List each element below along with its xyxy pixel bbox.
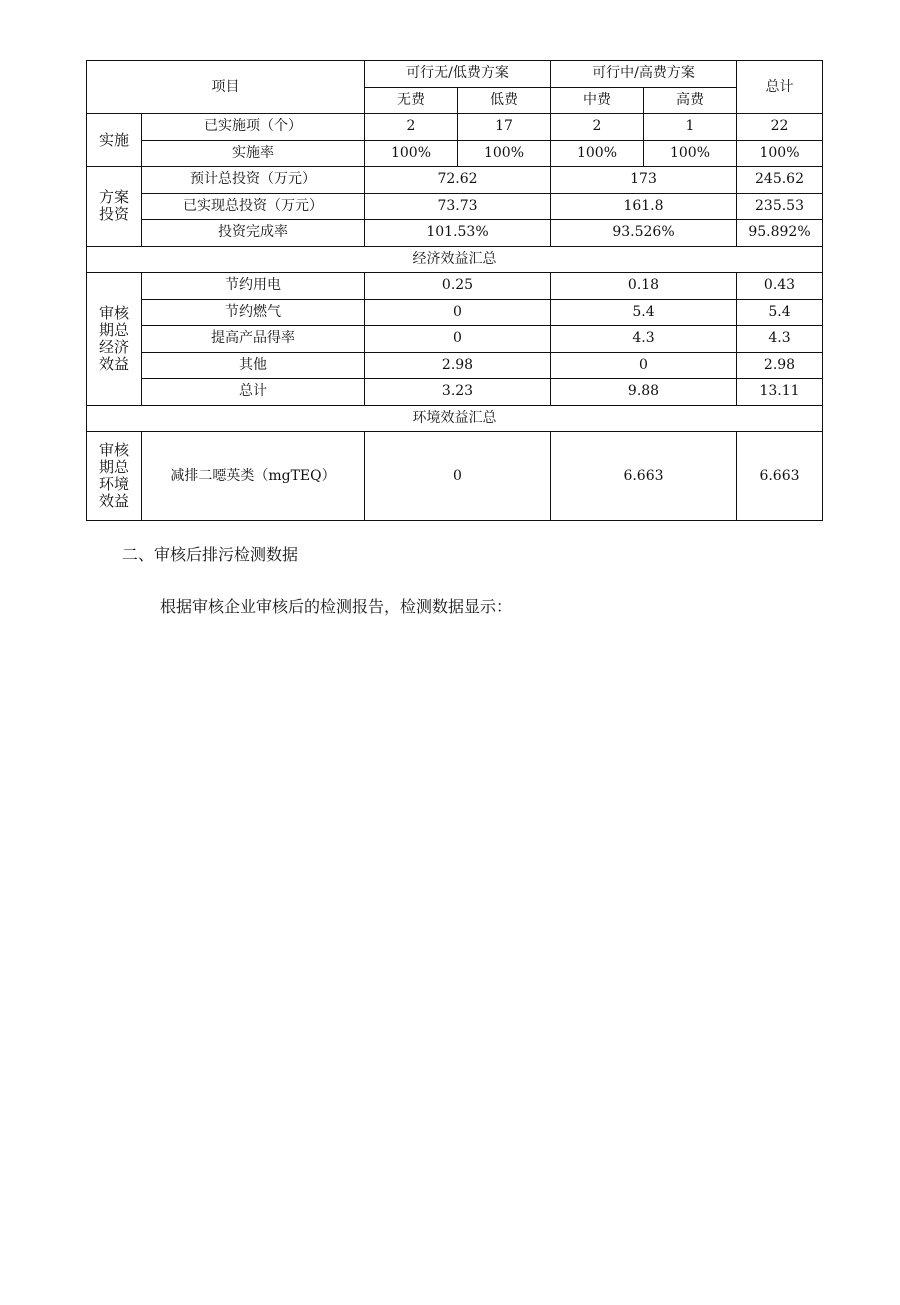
cell-total: 95.892% bbox=[737, 220, 823, 247]
cell-low-group: 0 bbox=[365, 299, 551, 326]
row-label: 投资完成率 bbox=[142, 220, 365, 247]
row-label: 减排二噁英类（mgTEQ） bbox=[142, 432, 365, 521]
row-label: 已实现总投资（万元） bbox=[142, 193, 365, 220]
cell-high-group: 4.3 bbox=[551, 326, 737, 353]
side-label-investment: 方案 投资 bbox=[87, 167, 142, 247]
cell-total: 13.11 bbox=[737, 379, 823, 406]
cell-high-group: 9.88 bbox=[551, 379, 737, 406]
header-mid-cost: 中费 bbox=[551, 87, 644, 114]
cell-total: 2.98 bbox=[737, 352, 823, 379]
header-row-1 bbox=[87, 61, 823, 88]
cell-total: 0.43 bbox=[737, 273, 823, 300]
cell-low-group: 72.62 bbox=[365, 167, 551, 194]
cell-high-group: 161.8 bbox=[551, 193, 737, 220]
cell-mid-cost: 100% bbox=[551, 140, 644, 167]
cell-total: 22 bbox=[737, 114, 823, 141]
row-label: 实施率 bbox=[142, 140, 365, 167]
cell-no-cost: 2 bbox=[365, 114, 458, 141]
cell-low-cost: 100% bbox=[458, 140, 551, 167]
row-label: 预计总投资（万元） bbox=[142, 167, 365, 194]
cell-total: 245.62 bbox=[737, 167, 823, 194]
table-row bbox=[87, 379, 823, 406]
cell-low-group: 73.73 bbox=[365, 193, 551, 220]
cell-low-group: 101.53% bbox=[365, 220, 551, 247]
table-row bbox=[87, 220, 823, 247]
header-group-high-cost: 可行中/高费方案 bbox=[551, 61, 737, 88]
cell-low-group: 3.23 bbox=[365, 379, 551, 406]
cell-total: 6.663 bbox=[737, 432, 823, 521]
cell-high-cost: 100% bbox=[644, 140, 737, 167]
cell-total: 4.3 bbox=[737, 326, 823, 353]
cell-high-group: 173 bbox=[551, 167, 737, 194]
header-high-cost: 高费 bbox=[644, 87, 737, 114]
header-total: 总计 bbox=[737, 61, 823, 114]
benefit-summary-table bbox=[86, 60, 823, 521]
cell-low-group: 0 bbox=[365, 326, 551, 353]
cell-total: 235.53 bbox=[737, 193, 823, 220]
cell-high-group: 0.18 bbox=[551, 273, 737, 300]
section-title-environmental: 环境效益汇总 bbox=[87, 405, 823, 432]
table-row bbox=[87, 140, 823, 167]
cell-low-group: 0.25 bbox=[365, 273, 551, 300]
side-label-implementation: 实施 bbox=[87, 114, 142, 167]
header-no-cost: 无费 bbox=[365, 87, 458, 114]
table-row bbox=[87, 273, 823, 300]
table-row bbox=[87, 193, 823, 220]
row-label: 其他 bbox=[142, 352, 365, 379]
section-title-economic: 经济效益汇总 bbox=[87, 246, 823, 273]
cell-mid-cost: 2 bbox=[551, 114, 644, 141]
table-row bbox=[87, 432, 823, 521]
row-label: 总计 bbox=[142, 379, 365, 406]
cell-no-cost: 100% bbox=[365, 140, 458, 167]
cell-high-cost: 1 bbox=[644, 114, 737, 141]
cell-total: 5.4 bbox=[737, 299, 823, 326]
section-title-row bbox=[87, 246, 823, 273]
cell-high-group: 0 bbox=[551, 352, 737, 379]
cell-low-cost: 17 bbox=[458, 114, 551, 141]
header-low-cost: 低费 bbox=[458, 87, 551, 114]
table-row bbox=[87, 352, 823, 379]
cell-high-group: 6.663 bbox=[551, 432, 737, 521]
cell-total: 100% bbox=[737, 140, 823, 167]
section-heading: 二、审核后排污检测数据 bbox=[122, 545, 299, 564]
body-paragraph: 根据审核企业审核后的检测报告，检测数据显示： bbox=[160, 597, 513, 616]
table-row bbox=[87, 326, 823, 353]
table-row bbox=[87, 299, 823, 326]
table-row bbox=[87, 114, 823, 141]
row-label: 提高产品得率 bbox=[142, 326, 365, 353]
table-row bbox=[87, 167, 823, 194]
cell-low-group: 2.98 bbox=[365, 352, 551, 379]
row-label: 节约用电 bbox=[142, 273, 365, 300]
section-title-row bbox=[87, 405, 823, 432]
header-item: 项目 bbox=[87, 61, 365, 114]
cell-high-group: 5.4 bbox=[551, 299, 737, 326]
side-label-environmental: 审核 期总 环境 效益 bbox=[87, 432, 142, 521]
cell-low-group: 0 bbox=[365, 432, 551, 521]
side-label-economic: 审核 期总 经济 效益 bbox=[87, 273, 142, 406]
header-group-low-cost: 可行无/低费方案 bbox=[365, 61, 551, 88]
cell-high-group: 93.526% bbox=[551, 220, 737, 247]
row-label: 已实施项（个） bbox=[142, 114, 365, 141]
row-label: 节约燃气 bbox=[142, 299, 365, 326]
